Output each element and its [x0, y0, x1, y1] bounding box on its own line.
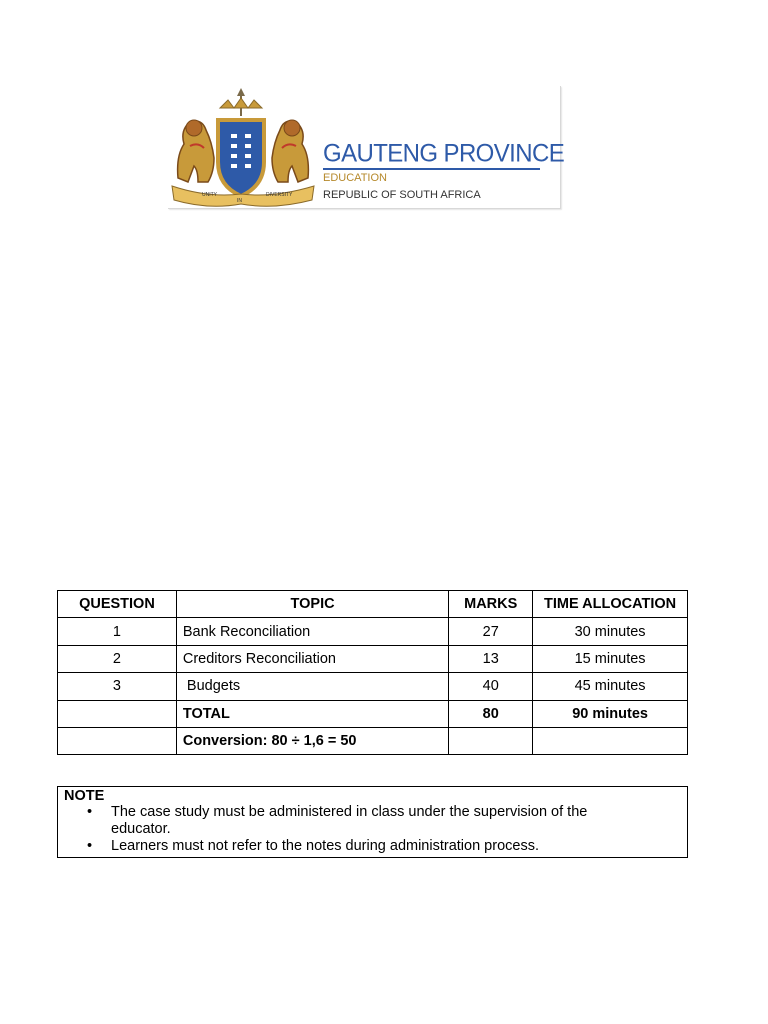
- total-marks: 80: [449, 700, 533, 727]
- total-label: TOTAL: [176, 700, 448, 727]
- time-cell: 45 minutes: [533, 673, 688, 700]
- logo-divider: [323, 168, 540, 170]
- conversion-row: [58, 727, 688, 754]
- total-row: [58, 700, 688, 727]
- note-title: NOTE: [64, 788, 105, 804]
- question-number: 2: [58, 645, 177, 672]
- conversion-text: Conversion: 80 ÷ 1,6 = 50: [176, 727, 448, 754]
- table-row: [58, 645, 688, 672]
- list-item: • Learners must not refer to the notes during administration process.: [111, 838, 631, 855]
- motto-right: DIVERSITY: [266, 192, 293, 198]
- marks-cell: 13: [449, 645, 533, 672]
- empty-cell: [449, 727, 533, 754]
- note-list: [58, 804, 631, 855]
- header-marks: MARKS: [449, 591, 533, 618]
- header-question: QUESTION: [58, 591, 177, 618]
- logo-title: GAUTENG PROVINCE: [323, 139, 565, 168]
- table-row: [58, 618, 688, 645]
- topic-cell: Budgets: [176, 673, 448, 700]
- header-time-allocation: TIME ALLOCATION: [533, 591, 688, 618]
- motto-left: UNITY: [202, 192, 217, 198]
- list-item: • The case study must be administered in class under the supervision of the educator.: [111, 804, 631, 838]
- marks-cell: 27: [449, 618, 533, 645]
- topic-cell: Creditors Reconciliation: [176, 645, 448, 672]
- logo-country: REPUBLIC OF SOUTH AFRICA: [323, 189, 481, 201]
- table-header-row: [58, 591, 688, 618]
- time-cell: 30 minutes: [533, 618, 688, 645]
- header-topic: TOPIC: [176, 591, 448, 618]
- empty-cell: [533, 727, 688, 754]
- topic-cell: Bank Reconciliation: [176, 618, 448, 645]
- empty-cell: [58, 700, 177, 727]
- note-box: [57, 786, 688, 858]
- coat-of-arms-icon: [168, 86, 318, 208]
- gauteng-education-logo: [168, 86, 565, 209]
- marks-allocation-table: [57, 590, 688, 755]
- time-cell: 15 minutes: [533, 645, 688, 672]
- total-time: 90 minutes: [533, 700, 688, 727]
- logo-subtitle: EDUCATION: [323, 172, 387, 184]
- marks-cell: 40: [449, 673, 533, 700]
- table-row: [58, 673, 688, 700]
- question-number: 3: [58, 673, 177, 700]
- question-number: 1: [58, 618, 177, 645]
- motto-mid: IN: [237, 198, 242, 204]
- empty-cell: [58, 727, 177, 754]
